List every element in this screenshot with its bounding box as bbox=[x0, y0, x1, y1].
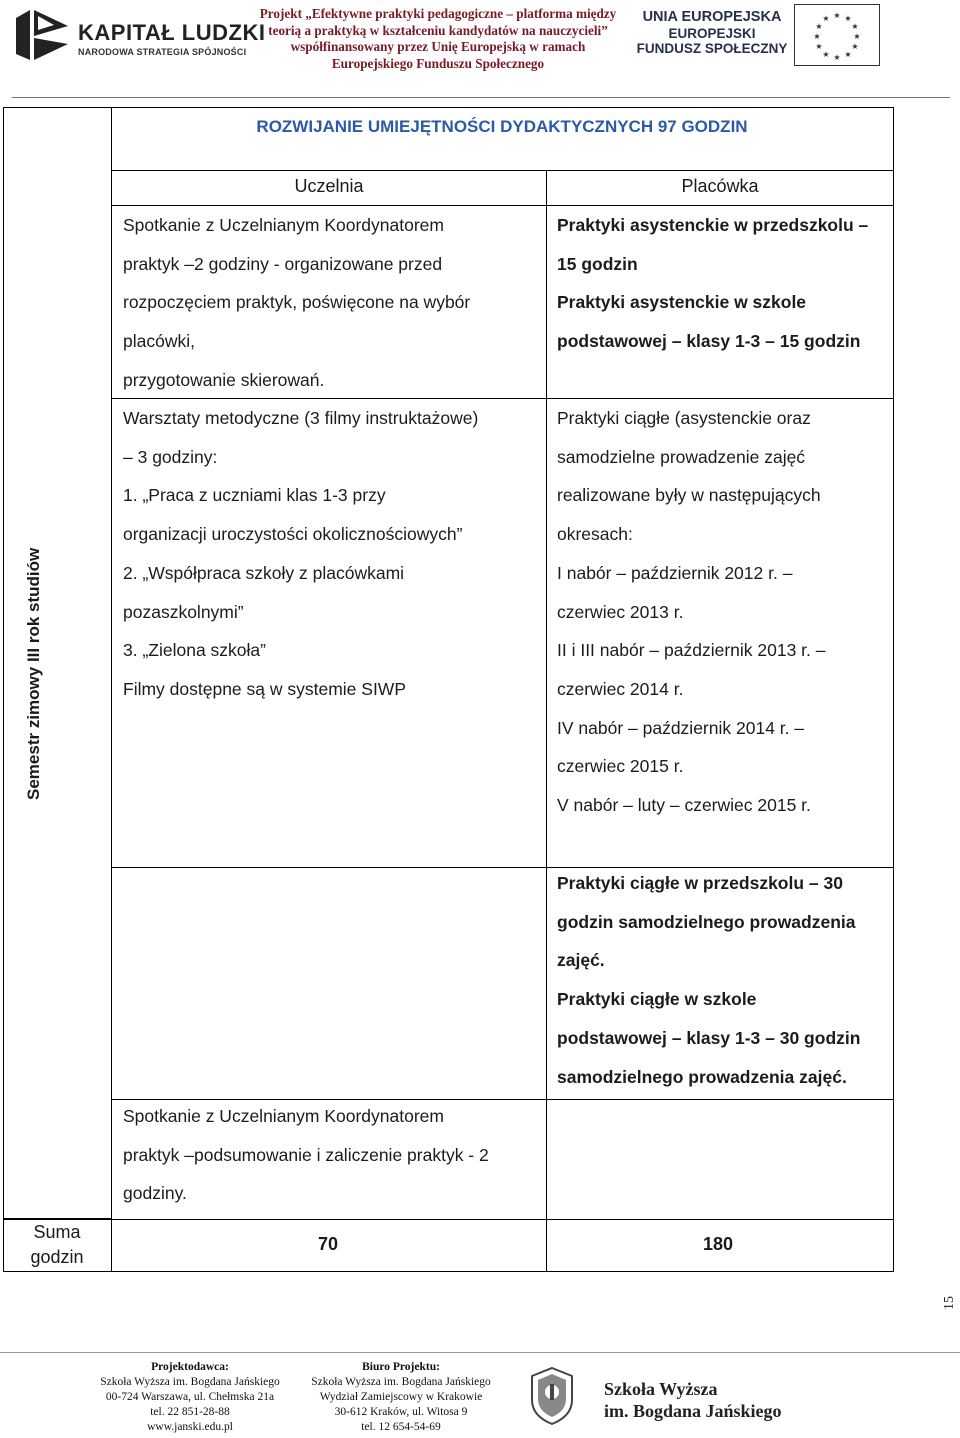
svg-text:★: ★ bbox=[833, 11, 841, 20]
placowka-independent-teaching-text bbox=[557, 864, 860, 1096]
school-name-logo bbox=[604, 1378, 782, 1422]
text-line: czerwiec 2014 r. bbox=[557, 678, 684, 699]
project-line: Europejskiego Funduszu Społecznego bbox=[331, 55, 545, 71]
text-line: realizowane były w następujących bbox=[557, 485, 821, 506]
cell-placowka-4 bbox=[546, 1099, 894, 1220]
text-line: Spotkanie z Uczelnianym Koordynatorem bbox=[123, 1106, 444, 1126]
kapital-ludzki-logo bbox=[14, 6, 266, 64]
placowka-assistant-practice-text bbox=[557, 206, 868, 361]
svg-text:★: ★ bbox=[822, 50, 830, 59]
text-line: czerwiec 2013 r. bbox=[557, 601, 684, 622]
column-header-placowka: Placówka bbox=[681, 176, 759, 196]
svg-text:★: ★ bbox=[851, 22, 859, 31]
text-line: Praktyki ciągłe w przedszkolu – 30 bbox=[557, 873, 843, 893]
text-line: 15 godzin bbox=[557, 253, 638, 274]
project-line: teorią a praktyką w kształceniu kandydatów na nauczycieli” bbox=[268, 22, 608, 38]
footer-line: tel. 12 654-54-69 bbox=[361, 1421, 441, 1433]
kapital-ludzki-name: KAPITAŁ LUDZKI bbox=[78, 20, 266, 45]
sum-label-line: Suma bbox=[33, 1222, 81, 1242]
text-line: praktyk –2 godziny - organizowane przed bbox=[123, 253, 443, 274]
text-line: I nabór – październik 2012 r. – bbox=[557, 562, 793, 583]
project-line: współfinansowany przez Unię Europejską w ramach bbox=[290, 39, 586, 54]
svg-text:★: ★ bbox=[833, 53, 841, 62]
footer-heading: Projektodawca: bbox=[151, 1361, 229, 1373]
text-line: praktyk –podsumowanie i zaliczenie praktyk - 2 bbox=[123, 1144, 489, 1165]
kapital-ludzki-subtitle: NARODOWA STRATEGIA SPÓJNOŚCI bbox=[78, 47, 247, 57]
semester-cell bbox=[3, 107, 112, 1219]
svg-text:★: ★ bbox=[844, 14, 852, 23]
text-line: pozaszkolnymi” bbox=[123, 601, 244, 622]
eu-line: FUNDUSZ SPOŁECZNY bbox=[636, 41, 788, 56]
footer-divider bbox=[0, 1352, 960, 1353]
text-line: samodzielnego prowadzenia zajęć. bbox=[557, 1066, 847, 1087]
footer-line: Wydział Zamiejscowy w Krakowie bbox=[319, 1391, 483, 1403]
text-line: godzin samodzielnego prowadzenia bbox=[557, 911, 856, 932]
text-line: organizacji uroczystości okolicznościowych” bbox=[123, 524, 463, 545]
svg-text:★: ★ bbox=[853, 32, 861, 41]
column-header-uczelnia: Uczelnia bbox=[294, 176, 364, 196]
uczelnia-meeting-text bbox=[123, 206, 470, 400]
text-line: Warsztaty metodyczne (3 filmy instruktażowe) bbox=[123, 408, 479, 428]
text-line: 2. „Współpraca szkoły z placówkami bbox=[123, 562, 405, 583]
svg-text:★: ★ bbox=[844, 50, 852, 59]
text-line: Praktyki asystenckie w przedszkolu – bbox=[557, 215, 869, 235]
text-line: V nabór – luty – czerwiec 2015 r. bbox=[557, 795, 811, 816]
eu-line: EUROPEJSKI bbox=[668, 25, 756, 41]
text-line: podstawowej – klasy 1-3 – 15 godzin bbox=[557, 331, 861, 352]
text-line: Spotkanie z Uczelnianym Koordynatorem bbox=[123, 215, 444, 235]
footer-line: Szkoła Wyższa im. Bogdana Jańskiego bbox=[100, 1376, 280, 1388]
svg-text:★: ★ bbox=[822, 14, 830, 23]
sum-placowka-value: 180 bbox=[703, 1234, 734, 1254]
sum-label bbox=[5, 1220, 109, 1270]
page-number: 15 bbox=[942, 1296, 957, 1310]
text-line: Praktyki ciągłe (asystenckie oraz bbox=[557, 408, 811, 428]
page-header bbox=[0, 0, 960, 80]
project-description bbox=[248, 6, 628, 72]
text-line: godziny. bbox=[123, 1183, 187, 1204]
eu-line: UNIA EUROPEJSKA bbox=[642, 9, 782, 25]
svg-text:★: ★ bbox=[813, 32, 821, 41]
text-line: 1. „Praca z uczniami klas 1-3 przy bbox=[123, 485, 386, 506]
text-line: 3. „Zielona szkoła” bbox=[123, 640, 266, 661]
text-line: podstawowej – klasy 1-3 – 30 godzin bbox=[557, 1027, 861, 1048]
svg-text:★: ★ bbox=[851, 42, 859, 51]
text-line: zajęć. bbox=[557, 950, 605, 971]
footer-link[interactable]: www.janski.edu.pl bbox=[147, 1421, 233, 1433]
footer-line: tel. 22 851-28-88 bbox=[150, 1406, 230, 1418]
footer-line: Szkoła Wyższa im. Bogdana Jańskiego bbox=[311, 1376, 491, 1388]
text-line: IV nabór – październik 2014 r. – bbox=[557, 717, 805, 738]
header-divider bbox=[12, 97, 950, 98]
table-title: ROZWIJANIE UMIEJĘTNOŚCI DYDAKTYCZNYCH 97 GODZIN bbox=[256, 117, 748, 136]
text-line: II i III nabór – październik 2013 r. – bbox=[557, 640, 826, 661]
sum-label-line: godzin bbox=[30, 1247, 84, 1267]
cell-uczelnia-3 bbox=[111, 867, 547, 1100]
text-line: Praktyki asystenckie w szkole bbox=[557, 292, 807, 313]
text-line: rozpoczęciem praktyk, poświęcone na wybór bbox=[123, 292, 471, 313]
text-line: samodzielne prowadzenie zajęć bbox=[557, 446, 806, 467]
svg-text:★: ★ bbox=[815, 22, 823, 31]
text-line: placówki, bbox=[123, 331, 195, 352]
text-line: czerwiec 2015 r. bbox=[557, 756, 684, 777]
footer-heading: Biuro Projektu: bbox=[362, 1361, 440, 1373]
text-line: – 3 godziny: bbox=[123, 446, 218, 467]
project-line: Projekt „Efektywne praktyki pedagogiczne – platforma między bbox=[259, 6, 617, 21]
text-line: przygotowanie skierowań. bbox=[123, 369, 325, 390]
uczelnia-workshops-text bbox=[123, 399, 478, 709]
uczelnia-summary-meeting-text bbox=[123, 1097, 489, 1213]
eu-flag-icon bbox=[794, 4, 880, 66]
school-name-line: Szkoła Wyższa bbox=[604, 1379, 718, 1399]
text-line: okresach: bbox=[557, 524, 633, 545]
footer-project-office bbox=[296, 1360, 506, 1435]
text-line: Praktyki ciągłe w szkole bbox=[557, 989, 757, 1010]
svg-text:★: ★ bbox=[815, 42, 823, 51]
footer-line: 00-724 Warszawa, ul. Chełmska 21a bbox=[105, 1391, 275, 1403]
sum-uczelnia-value: 70 bbox=[318, 1234, 339, 1254]
placowka-continuous-practice-text bbox=[557, 399, 826, 825]
semester-label: Semestr zimowy III rok studiów bbox=[24, 547, 43, 800]
footer-line: 30-612 Kraków, ul. Witosa 9 bbox=[334, 1406, 468, 1418]
school-name-line: im. Bogdana Jańskiego bbox=[604, 1401, 782, 1421]
eu-fund-label bbox=[636, 10, 788, 57]
kapital-ludzki-mark-icon bbox=[14, 8, 70, 62]
school-crest-icon bbox=[528, 1366, 576, 1426]
footer-applicant bbox=[85, 1360, 295, 1435]
text-line: Filmy dostępne są w systemie SIWP bbox=[123, 678, 406, 699]
